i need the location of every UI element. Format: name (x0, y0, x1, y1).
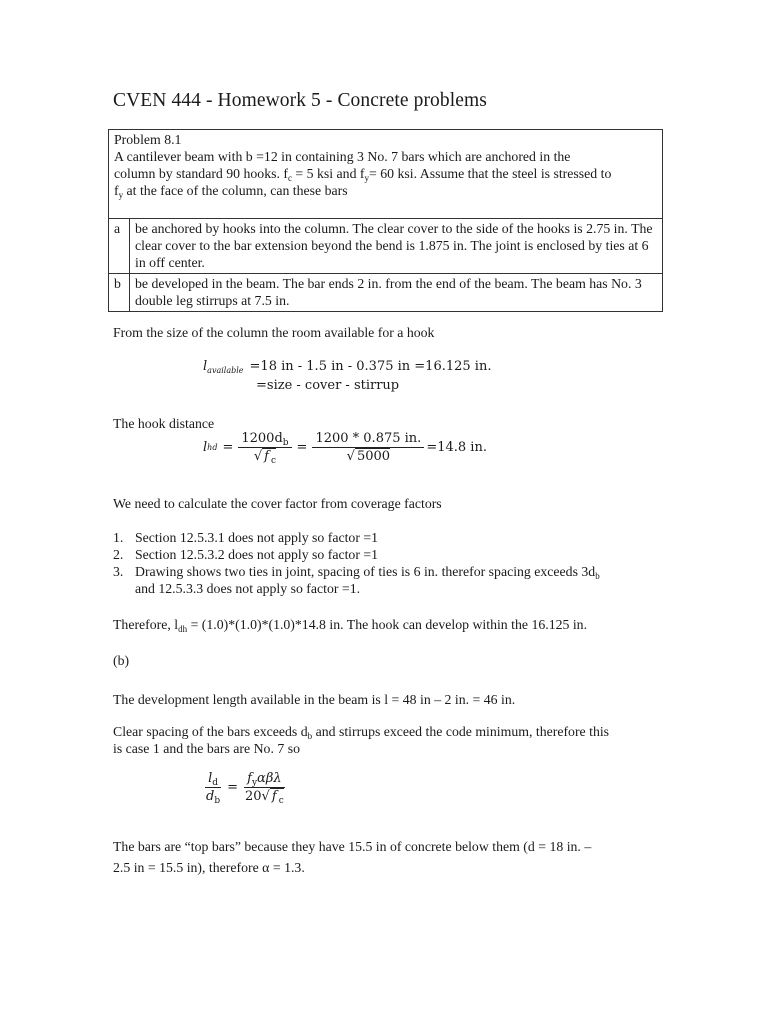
paragraph-hook-distance: The hook distance (113, 416, 215, 431)
list-item: 2. Section 12.5.3.2 does not apply so factor =1 (113, 547, 379, 562)
paragraph-column-room: From the size of the column the room available for a hook (113, 325, 435, 340)
equation-available-length: $l_{available} =18$ in - 1.5 in - 0.375 in =16.125 in. =size - cover - stirrup (203, 359, 492, 393)
problem-table (108, 129, 663, 312)
problem-statement-line: $f_y$ at the face of the column, can these bars (114, 183, 348, 200)
paragraph-clear-spacing: Clear spacing of the bars exceeds $d_b$ and stirrups exceed the code minimum, therefore this is case 1 and the bars are No. 7 so (113, 724, 610, 756)
part-label: b (109, 274, 130, 312)
page-title: CVEN 444 - Homework 5 - Concrete problems (113, 90, 487, 111)
paragraph-top-bars: The bars are “top bars” because they have 15.5 in of concrete below them (d = 18 in. – 2.5 in = 15.5 in), therefore α = 1.3. (113, 839, 592, 875)
equation-development-ratio: $\frac{l_d}{d_b}$ = $\frac{f_y\alpha\beta\lambda}{20√ f'_c}$ (206, 771, 284, 806)
problem-statement-line: column by standard 90 hooks. $f_c = 5$ ksi and $f_y= 60$ ksi. Assume that the steel is stressed to (114, 166, 612, 183)
paragraph-development-length: The development length available in the beam is l = 48 in – 2 in. = 46 in. (113, 692, 516, 707)
part-label: a (109, 219, 130, 274)
problem-statement-line: A cantilever beam with b =12 in containing 3 No. 7 bars which are anchored in the (114, 149, 571, 164)
part-text: be developed in the beam. The bar ends 2 in. from the end of the beam. The beam has No. 3 double leg stirrups at 7.5 in. (130, 274, 663, 312)
problem-heading: Problem 8.1 (114, 132, 182, 147)
problem-statement-row (109, 130, 663, 219)
list-item: 3. Drawing shows two ties in joint, spacing of ties is 6 in. therefor spacing exceeds $3d_b$ and 12.5.3.3 does not apply so factor =1. (113, 564, 600, 596)
paragraph-therefore: Therefore, $l_{dh} = (1.0)*(1.0)*(1.0)*14.8$ in. The hook can develop within the 16.125 in. (113, 617, 588, 634)
list-item: 1. Section 12.5.3.1 does not apply so factor =1 (113, 530, 379, 545)
equation-hook-distance: l hd = $\frac{1200d_b}{√ f'_c}$ = $\frac{1200 * 0.875 in.}{√ 5000}$ =14.8 in. (203, 431, 487, 466)
problem-part-row (109, 219, 663, 274)
paragraph-cover-factor: We need to calculate the cover factor from coverage factors (113, 496, 442, 511)
problem-part-row (109, 274, 663, 312)
factor-list (113, 529, 673, 597)
part-text: be anchored by hooks into the column. The clear cover to the side of the hooks is 2.75 in. The clear cover to the bar extension beyond the bend is 1.875 in. The joint is enclosed by ties at 6 in off center. (130, 219, 663, 274)
part-b-label: (b) (113, 653, 130, 668)
